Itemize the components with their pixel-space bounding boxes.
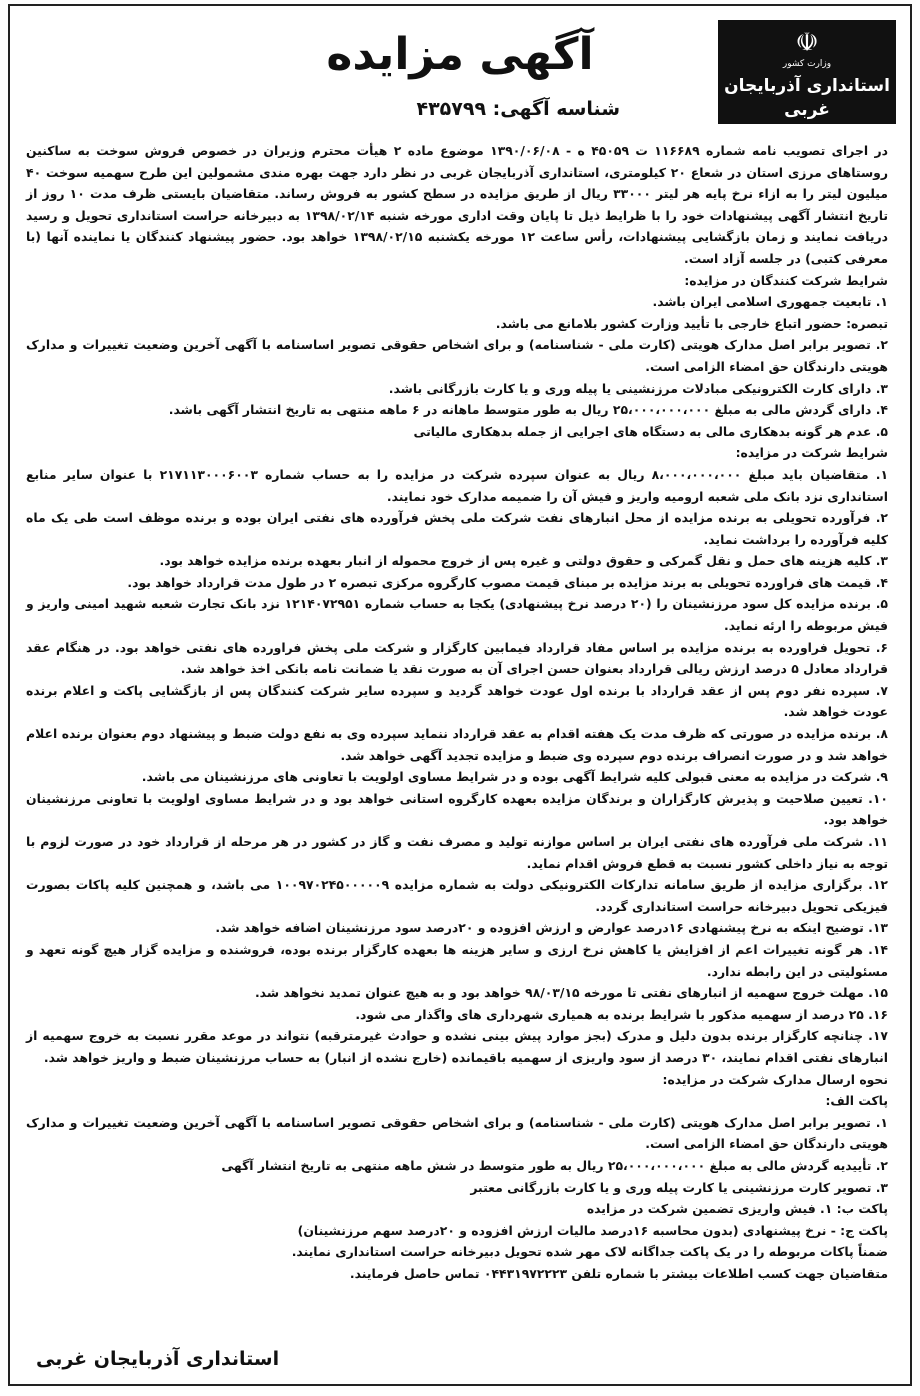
signature: استانداری آذربایجان غربی <box>36 1348 280 1370</box>
rule-item: ۱۷. چنانچه کارگزار برنده بدون دلیل و مدرک (بجز موارد پیش بینی نشده و حوادث غیرمترقبه) نتواند در موعد مقرر نسبت به خروج سهمیه از انبارهای نفتی اقدام نمایند، ۳۰ درصد از سود واریزی از سهمیه باقیمانده (خارج نشده از انبار) به حساب مرزنشینان ضبط و واریز خواهد شد. <box>26 1028 888 1065</box>
rule-item: ۱. متقاضیان باید مبلغ ۸،۰۰۰،۰۰۰،۰۰۰ ریال به عنوان سپرده شرکت در مزایده را به حساب شماره ۲۱۷۱۱۳۰۰۰۶۰۰۳ با عنوان سایر منابع استانداری نزد بانک ملی شعبه ارومیه واریز و فیش آن را ضمیمه مدارک خود نمایند. <box>26 466 889 504</box>
envelope-item: پاکت ب: ۱. فیش واریزی تضمین شرکت در مزایده <box>586 1201 888 1217</box>
rule-item: ۱۱. شرکت ملی فرآورده های نفتی ایران بر اساس موازنه تولید و مصرف نفت و گاز در کشور در هر مرحله از قرارداد خود در صورت لزوم با توجه به نیاز داخلی کشور نسبت به قطع فروش اقدام نماید. <box>26 834 888 871</box>
condition-item: ۳. دارای کارت الکترونیکی مبادلات مرزنشینی یا پیله وری و یا کارت بازرگانی باشد. <box>388 380 888 396</box>
envelope-item: ۱. تصویر برابر اصل مدارک هویتی (کارت ملی - شناسنامه) و برای اشخاص حقوقی تصویر اساسنامه با آگهی آخرین وضعیت تغییرات و مدارک هویتی دارندگان حق امضاء الزامی است. <box>26 1114 888 1152</box>
condition-item: ۱. تابعیت جمهوری اسلامی ایران باشد. <box>652 294 888 310</box>
notice-body <box>10 140 910 1284</box>
rule-item: ۲. فرآورده تحویلی به برنده مزایده از محل انبارهای نفت شرکت ملی پخش فرآورده های نفتی ایران بوده و برنده موظف است طی یک ماه کلیه فرآورده را برداشت نماید. <box>26 510 888 547</box>
condition-item: ۲. تصویر برابر اصل مدارک هویتی (کارت ملی - شناسنامه) و برای اشخاص حقوقی تصویر اساسنامه با آگهی آخرین وضعیت تغییرات و مدارک هویتی دارندگان حق امضاء الزامی است. <box>26 337 888 374</box>
notice-header <box>10 6 910 146</box>
section-heading: نحوه ارسال مدارک شرکت در مزایده: <box>662 1071 888 1087</box>
rule-item: ۱۲. برگزاری مزایده از طریق سامانه تدارکات الکترونیکی دولت به شماره مزایده ۱۰۰۹۷۰۲۴۵۰۰۰۰۰۹ می باشد، و همچنین کلیه پاکات بصورت فیزیکی تحویل دبیرخانه حراست استانداری گردد. <box>26 877 888 914</box>
envelope-item: ۳. تصویر کارت مرزنشینی یا کارت پیله وری و یا کارت بازرگانی معتبر <box>470 1179 888 1195</box>
envelope-item: پاکت ج: - نرخ پیشنهادی (بدون محاسبه ۱۶درصد مالیات ارزش افزوده و ۲۰درصد سهم مرزنشینان) <box>297 1222 888 1238</box>
envelope-item: ۲. تأییدیه گردش مالی به مبلغ ۲۵،۰۰۰،۰۰۰،۰۰۰ ریال به طور متوسط در شش ماهه منتهی به تاریخ انتشار آگهی <box>221 1157 888 1173</box>
auction-notice <box>8 4 912 1386</box>
rule-item: ۱۴. هر گونه تغییرات اعم از افزایش یا کاهش نرخ ارزی و سایر هزینه ها بعهده کارگزار برنده بوده، فروشنده و مزایده گزار هیچ گونه تعهد و مسئولیتی در این رابطه ندارد. <box>26 941 888 979</box>
rule-item: ۸. برنده مزایده در صورتی که ظرف مدت یک هفته اقدام به عقد قرارداد ننماید سپرده وی به نفع دولت ضبط و پیشنهاد دوم بعنوان برنده اعلام خواهد شد و در صورت انصراف برنده دوم سپرده وی ضبط و مزایده تجدید آگهی خواهد شد. <box>26 726 888 763</box>
rule-item: ۵. برنده مزایده کل سود مرزنشینان را (۲۰ درصد نرخ پیشنهادی) یکجا به حساب شماره ۱۲۱۴۰۷۲۹۵۱ نزد بانک تجارت شعبه شهید امینی واریز و فیش مربوطه را ارئه نماید. <box>26 596 888 634</box>
rule-item: ۱۰. تعیین صلاحیت و پذیرش کارگزاران و برندگان مزایده بعهده کارگروه استانی خواهد بود و در شرایط مساوی اولویت با تعاونی مرزنشینان خواهد بود. <box>26 790 888 828</box>
condition-item: ۵. عدم هر گونه بدهکاری مالی به دستگاه های اجرایی از جمله بدهکاری مالیاتی <box>413 423 888 439</box>
section-heading: شرایط شرکت کنندگان در مزایده: <box>684 272 888 288</box>
notice-title: آگهی مزایده <box>326 29 594 80</box>
intro-paragraph: در اجرای تصویب نامه شماره ۱۱۶۶۸۹ ت ۴۵۰۵۹ ه - ۱۳۹۰/۰۶/۰۸ موضوع ماده ۲ هیأت محترم وزیران در خصوص فروش سوخت به ساکنین روستاهای مرزی استان در شعاع ۲۰ کیلومتری، استانداری آذربایجان غربی در نظر دارد جهت بهره مندی مشمولین این طرح سهمیه سوخت ۴۰ میلیون لیتر را به ازاء نرخ پایه هر لیتر ۳۳۰۰۰ ریال از طریق مزایده در سطح کشور به فروش رساند. متقاضیان بایستی ظرف مدت ۱۰ روز از تاریخ انتشار آگهی پیشنهادات خود را با ظرایط ذیل تا پایان وقت اداری مورخه شنبه ۱۳۹۸/۰۲/۱۴ به دبیرخانه حراست استانداری تحویل و رسید دریافت نمایند و زمان بازگشایی پیشنهادات، رأس ساعت ۱۲ مورخه یکشنبه ۱۳۹۸/۰۲/۱۵ خواهد بود. حضور پیشنهاد کنندگان یا نماینده آنها (با معرفی کتبی) در جلسه آزاد است. <box>26 143 889 266</box>
rule-item: ۷. سپرده نفر دوم پس از عقد قرارداد با برنده اول عودت خواهد گردید و سپرده سایر شرکت کنندگان پس از بازگشایی پاکت و اعلام برنده عودت خواهد شد. <box>26 682 888 720</box>
rule-item: ۱۵. مهلت خروج سهمیه از انبارهای نفتی تا مورخه ۹۸/۰۳/۱۵ خواهد بود و به هیچ عنوان تمدید نخواهد شد. <box>254 985 888 1001</box>
rule-item: ۶. تحویل فراورده به برنده مزایده بر اساس مفاد قرارداد فیمابین کارگزار و شرکت ملی پخش فراورده های نفتی خواهد بود. در هنگام عقد قرارداد معادل ۵ درصد ارزش ریالی قرارداد بعنوان حسن اجرای آن به صورت نقد یا ضمانت نامه بانکی اخذ خواهد شد. <box>26 639 888 677</box>
envelope-heading: پاکت الف: <box>825 1093 888 1109</box>
ministry-name: وزارت کشور <box>782 59 832 69</box>
condition-note: تبصره: حضور اتباع خارجی با تأیید وزارت کشور بلامانع می باشد. <box>495 315 888 331</box>
ad-id: شناسه آگهی: ۴۳۵۷۹۹ <box>416 98 620 120</box>
rule-item: ۴. قیمت های فراورده تحویلی به برند مزایده بر مبنای قیمت مصوب کارگروه مرکزی تبصره ۲ در طول مدت قرارداد خواهد بود. <box>127 574 888 590</box>
emblem-icon: ☫ <box>795 28 819 58</box>
rule-item: ۱۳. توضیح اینکه به نرخ پیشنهادی ۱۶درصد عوارض و ارزش افزوده و ۲۰درصد سود مرزنشینان اضافه خواهد شد. <box>215 920 888 936</box>
rule-item: ۳. کلیه هزینه های حمل و نقل گمرکی و حقوق دولتی و غیره پس از خروج محموله از انبار بعهده برنده مزایده خواهد بود. <box>159 553 888 569</box>
governorate-name: استانداری آذربایجان غربی <box>724 76 890 120</box>
closing-note: ضمناً پاکات مربوطه را در یک پاکت جداگانه لاک مهر شده تحویل دبیرخانه حراست استانداری نمایند. <box>291 1244 888 1260</box>
rule-item: ۹. شرکت در مزایده به معنی قبولی کلیه شرایط آگهی بوده و در شرایط مساوی اولویت با تعاونی های مرزنشینان می باشد. <box>141 769 888 785</box>
condition-item: ۴. دارای گردش مالی به مبلغ ۲۵،۰۰۰،۰۰۰،۰۰۰ ریال به طور متوسط ماهانه در ۶ ماهه منتهی به تاریخ انتشار آگهی باشد. <box>168 402 888 418</box>
section-heading: شرایط شرکت در مزایده: <box>735 445 888 461</box>
contact-line: متقاضیان جهت کسب اطلاعات بیشتر با شماره تلفن ۰۴۴۳۱۹۷۲۲۲۳ تماس حاصل فرمایند. <box>349 1265 888 1281</box>
rule-item: ۱۶. ۲۵ درصد از سهمیه مذکور با شرایط برنده به همیاری شهرداری های واگذار می شود. <box>355 1006 888 1022</box>
